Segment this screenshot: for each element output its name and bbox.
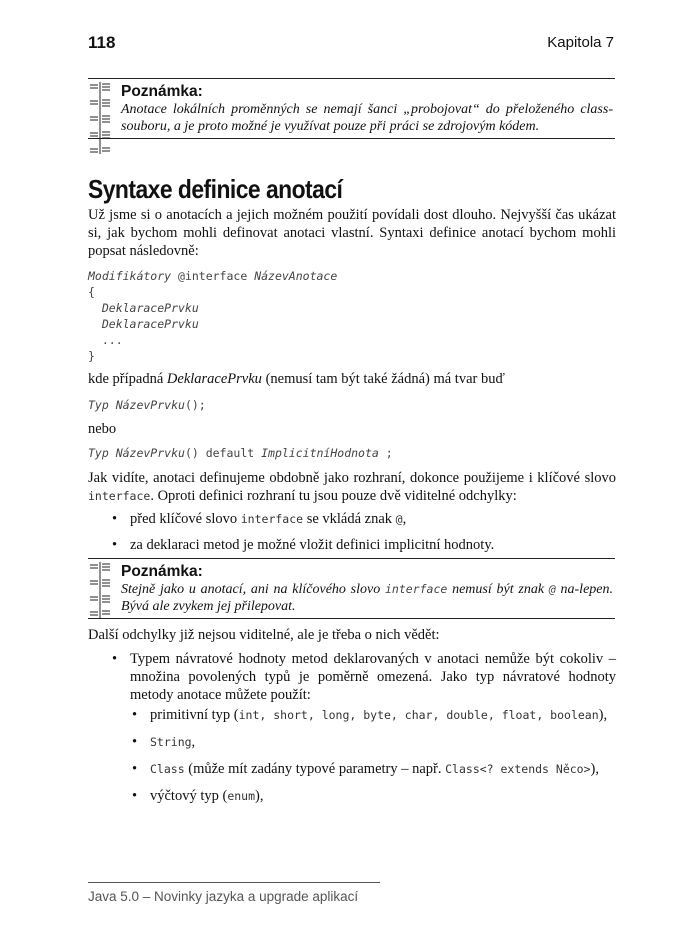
code-open-brace: { (88, 285, 95, 299)
list-item (132, 706, 616, 724)
paragraph-or: nebo (88, 421, 117, 437)
inline-code: enum (227, 789, 256, 803)
note-1-text: Anotace lokálních proměnných se nemají šanci „probojovat“ do přeloženého class-souboru, a je proto možné je využívat pouze při práci se zdrojovým kódem. (121, 102, 613, 134)
text-run: nemusí být znak (447, 582, 549, 597)
code-default-value: ImplicitníHodnota (261, 446, 379, 460)
text-run: na-lepen. Bývá ale zvykem jej přilepovat. (121, 582, 613, 614)
inline-code: interface (385, 582, 448, 596)
inline-code: @ (548, 582, 556, 596)
code-type-name: Typ NázevPrvku (88, 446, 185, 460)
paragraph-differences (88, 469, 616, 505)
code-annotation-name: NázevAnotace (254, 269, 338, 283)
code-line-form-1 (88, 397, 206, 413)
list-item (112, 650, 616, 704)
code-semicolon: ; (378, 446, 393, 460)
paragraph-element-form (88, 370, 616, 388)
text-run: (nemusí tam být také žádná) má tvar buď (261, 371, 505, 387)
bullet-list-return-types (112, 650, 616, 712)
text-run: , (191, 734, 196, 750)
sub-bullet-list-types (132, 706, 616, 814)
code-type-name: Typ NázevPrvku (88, 398, 185, 412)
list-item (112, 536, 616, 554)
inline-code: Class<? extends Něco> (445, 762, 591, 776)
code-parens: (); (184, 398, 206, 412)
code-close-brace: } (88, 349, 95, 363)
code-interface-keyword: @interface (171, 269, 255, 283)
chapter-label: Kapitola 7 (547, 34, 614, 51)
code-ellipsis: ... (88, 333, 123, 347)
paragraph-intro: Už jsme si o anotacích a jejich možném použití povídali dost dlouho. Nejvyšší čas ukázat si, jak bychom mohli definovat anotaci vlastní. Syntaxi definice anotací bychom mohli popsat následovně: (88, 207, 616, 259)
text-run: výčtový typ ( (150, 788, 228, 804)
code-element-decl-1: DeklaracePrvku (88, 301, 199, 315)
inline-code: interface (240, 512, 304, 526)
text-run: Jak vidíte, anotaci definujeme obdobně jako rozhraní, dokonce použijeme i klíčové slovo (88, 470, 616, 486)
list-item (132, 760, 616, 778)
text-run: . Oproti definici rozhraní tu jsou pouze dvě viditelné odchylky: (150, 488, 517, 504)
section-heading: Syntaxe definice anotací (88, 174, 343, 204)
list-item (112, 510, 616, 528)
text-run: (může mít zadány typové parametry – např. (184, 761, 446, 777)
text-run: Typem návratové hodnoty metod deklarovaných v anotaci nemůže být cokoliv – množina povolených typů je poměrně omezená. Jako typ návratové hodnoty metody anotace můžete použít: (130, 651, 616, 703)
page-number: 118 (88, 33, 116, 52)
inline-code: Class (150, 762, 185, 776)
code-modifiers: Modifikátory (88, 269, 172, 283)
text-run: Stejně jako u anotací, ani na klíčového slovo (121, 582, 385, 597)
note-box-1 (88, 78, 615, 139)
text-run: , (402, 511, 407, 527)
code-line-form-2 (88, 445, 393, 461)
text-run: za deklaraci metod je možné vložit definici implicitní hodnoty. (130, 537, 495, 553)
inline-code: interface (88, 489, 151, 503)
footer-rule (88, 882, 380, 883)
note-notepad-icon (88, 562, 112, 618)
inline-code: int, short, long, byte, char, double, float, boolean (238, 708, 599, 722)
text-run: kde případná (88, 371, 167, 387)
paragraph-more-differences: Další odchylky již nejsou viditelné, ale je třeba o nich vědět: (88, 627, 440, 643)
list-item (132, 787, 616, 805)
list-item (132, 733, 616, 751)
text-run: primitivní typ ( (150, 707, 239, 723)
text-run: před klíčové slovo (130, 511, 241, 527)
text-run-italic: DeklaracePrvku (166, 371, 262, 387)
footer-book-title: Java 5.0 – Novinky jazyka a upgrade aplikací (88, 889, 359, 904)
note-1-title: Poznámka: (121, 83, 203, 100)
inline-code: String (150, 735, 192, 749)
note-notepad-icon (88, 82, 112, 154)
code-block-syntax (88, 268, 337, 364)
note-box-2 (88, 558, 615, 619)
inline-code: @ (395, 512, 403, 526)
text-run: ), (598, 707, 608, 723)
code-default-keyword: () default (184, 446, 262, 460)
text-run: ), (590, 761, 599, 777)
text-run: se vkládá znak (303, 511, 396, 527)
note-2-title: Poznámka: (121, 563, 203, 580)
note-2-text (121, 581, 615, 615)
text-run: ), (255, 788, 264, 804)
code-element-decl-2: DeklaracePrvku (88, 317, 199, 331)
bullet-list-differences (112, 510, 616, 562)
